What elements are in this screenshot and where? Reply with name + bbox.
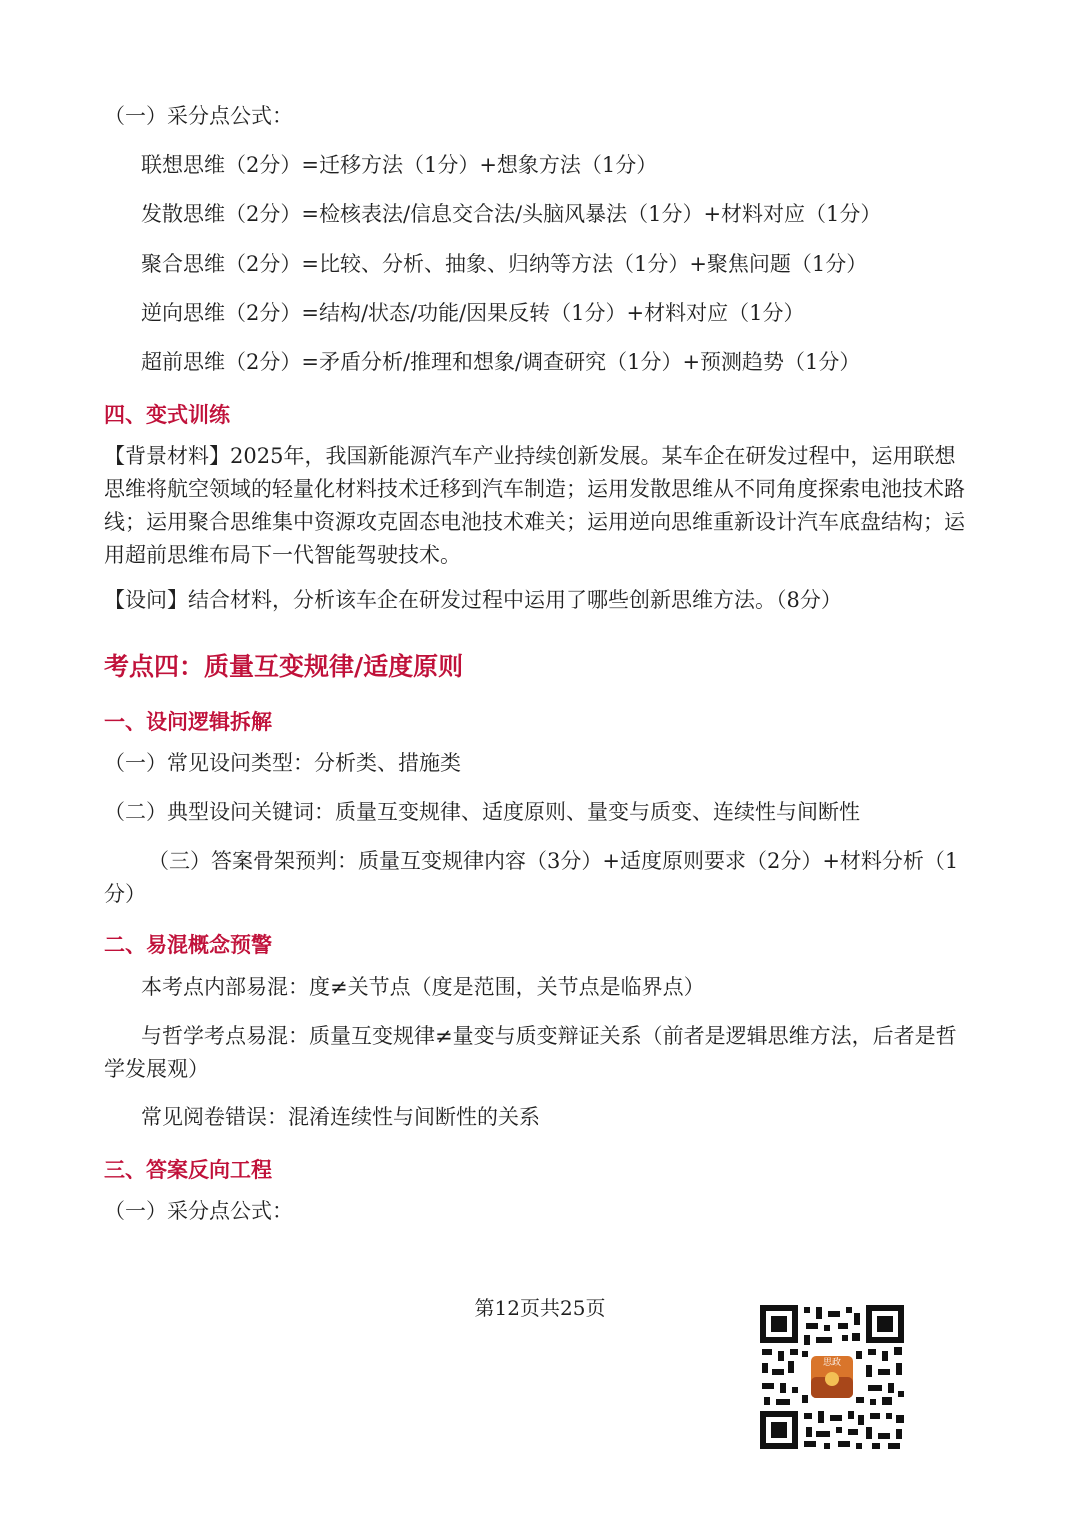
subsection-heading: 二、易混概念预警	[104, 933, 272, 957]
formula-intro: （一）采分点公式：	[104, 1199, 293, 1223]
formula-line: 发散思维（2分）=检核表法/信息交合法/头脑风暴法（1分）+材料对应（1分）	[141, 202, 882, 226]
subsection-heading: 一、设问逻辑拆解	[104, 710, 272, 734]
page-footer: 第12页共25页	[474, 1296, 606, 1320]
subsection-heading: 三、答案反向工程	[104, 1158, 272, 1182]
qr-code-icon	[758, 1303, 906, 1451]
list-item: 常见阅卷错误：混淆连续性与间断性的关系	[141, 1105, 540, 1129]
list-item: 本考点内部易混：度≠关节点（度是范围，关节点是临界点）	[141, 975, 705, 999]
question: 【设问】结合材料，分析该车企在研发过程中运用了哪些创新思维方法。（8分）	[104, 588, 842, 612]
list-item: （三）答案骨架预判：质量互变规律内容（3分）+适度原则要求（2分）+材料分析（1分）	[104, 849, 959, 906]
background-material: 【背景材料】2025年，我国新能源汽车产业持续创新发展。某车企在研发过程中，运用联想思维将航空领域的轻量化材料技术迁移到汽车制造；运用发散思维从不同角度探索电池技术路线；运用聚合思维集中资源攻克固态电池技术难关；运用逆向思维重新设计汽车底盘结构；运用超前思维布局下一代智能驾驶技术。	[104, 444, 965, 567]
qr-logo-text: 思政	[822, 1358, 841, 1368]
formula-line: 逆向思维（2分）=结构/状态/功能/因果反转（1分）+材料对应（1分）	[141, 301, 805, 325]
formula-line: 聚合思维（2分）=比较、分析、抽象、归纳等方法（1分）+聚焦问题（1分）	[141, 252, 868, 276]
list-item: 与哲学考点易混：质量互变规律≠量变与质变辩证关系（前者是逻辑思维方法，后者是哲学发展观）	[104, 1024, 957, 1081]
topic-heading: 考点四：质量互变规律/适度原则	[104, 652, 464, 681]
formula-line: 超前思维（2分）=矛盾分析/推理和想象/调查研究（1分）+预测趋势（1分）	[141, 350, 861, 374]
list-item: （二）典型设问关键词：质量互变规律、适度原则、量变与质变、连续性与间断性	[104, 800, 860, 824]
formula-intro: （一）采分点公式：	[104, 104, 293, 128]
qr-code-graphic	[758, 1303, 906, 1451]
section-heading: 四、变式训练	[104, 403, 230, 427]
list-item: （一）常见设问类型：分析类、措施类	[104, 751, 461, 775]
formula-line: 联想思维（2分）=迁移方法（1分）+想象方法（1分）	[141, 153, 658, 177]
